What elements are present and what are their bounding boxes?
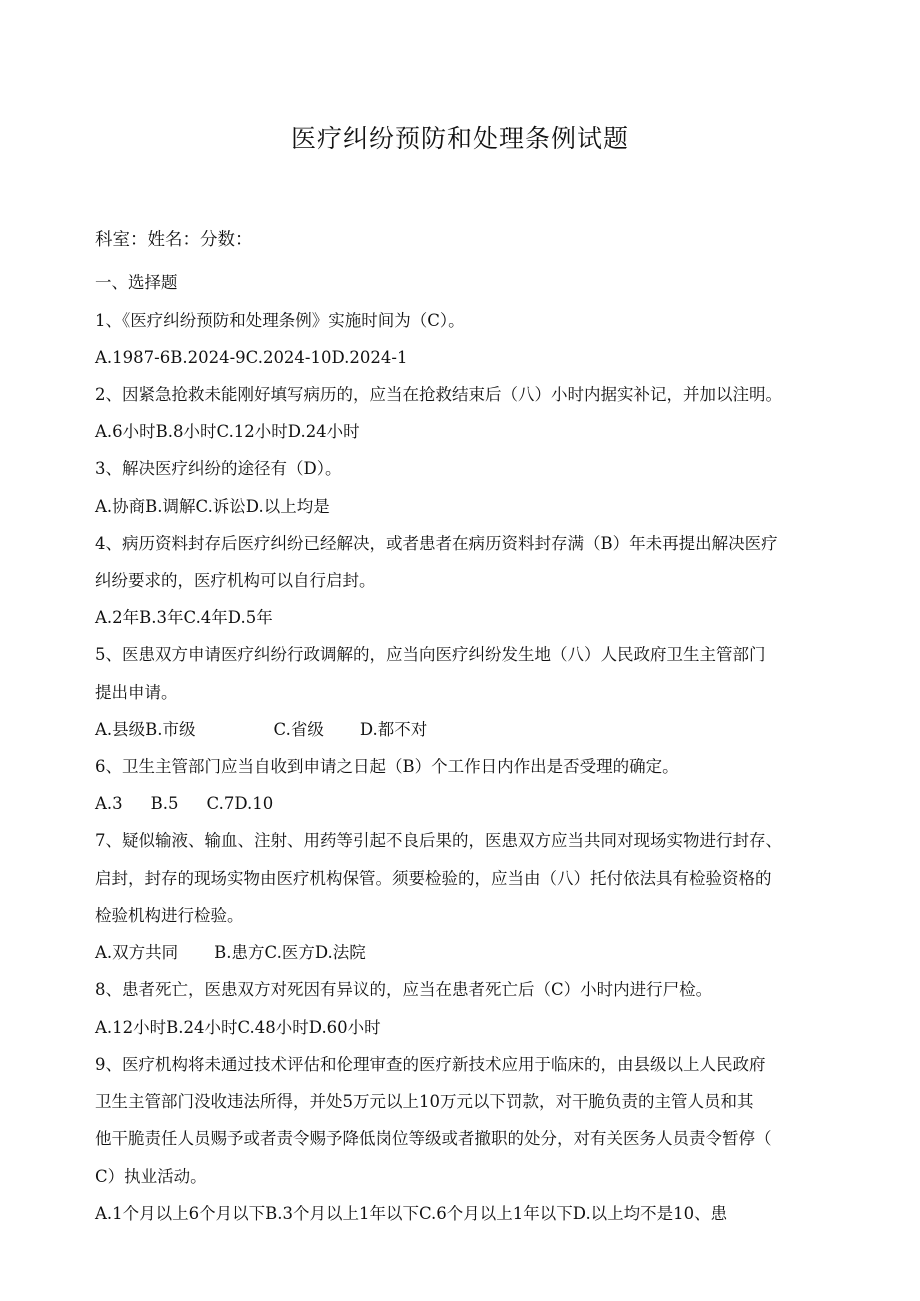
question-2-options: A.6小时B.8小时C.12小时D.24小时 (95, 422, 360, 441)
document-title: 医疗纠纷预防和处理条例试题 (290, 124, 629, 153)
question-7-options (95, 941, 366, 965)
question-5-line-1: 5、医患双方申请医疗纠纷行政调解的，应当向医疗纠纷发生地（八）人民政府卫生主管部门 (95, 645, 766, 664)
question-3: 3、解决医疗纠纷的途径有（D）。 (95, 459, 342, 478)
q7-option-a: A.双方共同 (95, 943, 179, 962)
question-9-line-2: 卫生主管部门没收违法所得，并处5万元以上10万元以下罚款，对干脆负责的主管人员和其 (95, 1092, 754, 1111)
question-2: 2、因紧急抢救未能刚好填写病历的，应当在抢救结束后（八）小时内据实补记，并加以注明。 (95, 385, 782, 404)
question-9-line-4: C）执业活动。 (95, 1167, 207, 1186)
q5-option-a-b: A.县级B.市级 (95, 720, 196, 739)
question-9-line-3: 他干脆责任人员赐予或者责令赐予降低岗位等级或者撤职的处分，对有关医务人员责令暂停（ (95, 1129, 772, 1148)
question-8: 8、患者死亡，医患双方对死因有异议的，应当在患者死亡后（C）小时内进行尸检。 (95, 980, 713, 999)
section-heading: 一、选择题 (95, 273, 178, 292)
question-1-options: A.1987-6B.2024-9C.2024-10D.2024-1 (95, 348, 408, 367)
question-7-line-1: 7、疑似输液、输血、注射、用药等引起不良后果的，医患双方应当共同对现场实物进行封存、 (95, 831, 782, 850)
question-9-options: A.1个月以上6个月以下B.3个月以上1年以下C.6个月以上1年以下D.以上均不是10、患 (95, 1204, 728, 1223)
question-4-options: A.2年B.3年C.4年D.5年 (95, 608, 273, 627)
question-5-line-2: 提出申请。 (95, 683, 178, 702)
q7-option-b-c-d: B.患方C.医方D.法院 (214, 943, 366, 962)
question-7-line-3: 检验机构进行检验。 (95, 906, 244, 925)
question-4-line-1: 4、病历资料封存后医疗纠纷已经解决，或者患者在病历资料封存满（B）年未再提出解决医疗 (95, 534, 778, 553)
info-line: 科室：姓名：分数： (95, 230, 253, 250)
q6-option-c-d: C.7D.10 (206, 794, 274, 813)
question-4-line-2: 纠纷要求的，医疗机构可以自行启封。 (95, 571, 376, 590)
q6-option-b: B.5 (150, 794, 179, 813)
q5-option-c: C.省级 (273, 720, 324, 739)
question-6: 6、卫生主管部门应当自收到申请之日起（B）个工作日内作出是否受理的确定。 (95, 757, 679, 776)
q6-option-a: A.3 (95, 794, 123, 813)
question-3-options: A.协商B.调解C.诉讼D.以上均是 (95, 497, 330, 516)
question-6-options (95, 792, 273, 816)
q5-option-d: D.都不对 (359, 720, 428, 739)
question-1: 1、《医疗纠纷预防和处理条例》实施时间为（C）。 (95, 311, 465, 330)
question-5-options (95, 718, 427, 742)
question-7-line-2: 启封，封存的现场实物由医疗机构保管。须要检验的，应当由（八）托付依法具有检验资格的 (95, 869, 772, 888)
question-9-line-1: 9、医疗机构将未通过技术评估和伦理审查的医疗新技术应用于临床的，由县级以上人民政府 (95, 1055, 766, 1074)
question-8-options: A.12小时B.24小时C.48小时D.60小时 (95, 1018, 381, 1037)
